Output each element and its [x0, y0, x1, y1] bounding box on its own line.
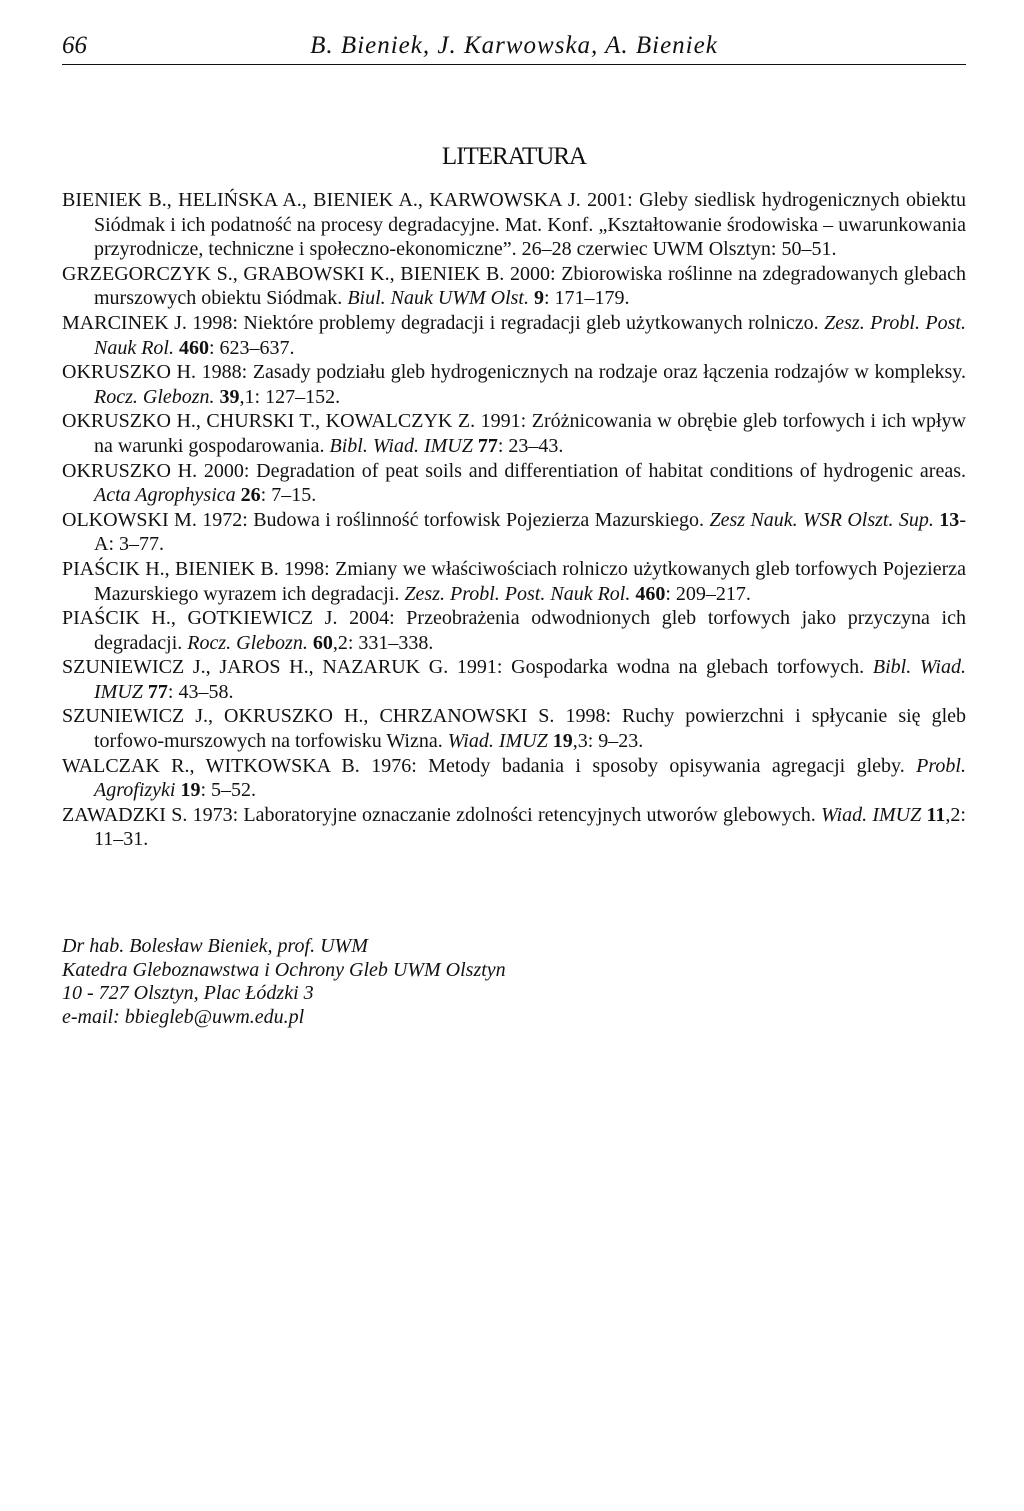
reference-volume: 77 — [142, 680, 168, 703]
reference-journal: Rocz. Glebozn. — [94, 385, 215, 408]
reference-volume: 9 — [528, 287, 544, 310]
reference-pages: : 623–637. — [209, 336, 295, 359]
reference-volume: 60 — [307, 631, 333, 654]
reference-journal: Probl. Agrofizyki — [94, 754, 966, 802]
running-head — [62, 30, 966, 65]
reference-journal: Zesz. Probl. Post. Nauk Rol. — [94, 311, 966, 359]
reference-item — [62, 803, 966, 852]
reference-item — [62, 704, 966, 753]
reference-item — [62, 188, 966, 262]
reference-pages: ,3: 9–23. — [572, 730, 644, 753]
running-head-authors: B. Bieniek, J. Karwowska, A. Bieniek — [310, 32, 718, 59]
reference-text: 2004: Przeobrażenia odwodnionych gleb torfowych jako przyczyna ich degradacji. — [94, 607, 966, 654]
reference-item — [62, 557, 966, 606]
reference-item — [62, 655, 966, 704]
reference-item — [62, 508, 966, 557]
reference-authors: GRZEGORCZYK S., GRABOWSKI K., BIENIEK B. — [62, 262, 505, 285]
reference-text: 1998: Zmiany we właściwościach rolniczo użytkowanych gleb torfowych Pojezierza Mazurskiego wyrazem ich degradacji. — [94, 557, 966, 605]
reference-volume: 26 — [235, 484, 261, 507]
reference-authors: WALCZAK R., WITKOWSKA B. — [62, 754, 360, 777]
reference-text: 1988: Zasady podziału gleb hydrogenicznych na rodzaje oraz łączenia rodzajów w kompleksy. — [195, 361, 966, 384]
reference-authors: ZAWADZKI S. — [62, 803, 188, 826]
reference-authors: BIENIEK B., HELIŃSKA A., BIENIEK A., KARWOWSKA J. — [62, 189, 581, 211]
reference-volume: 19 — [175, 779, 201, 802]
author-name: Dr hab. Bolesław Bieniek, prof. UWM — [62, 935, 368, 958]
reference-volume: 77 — [472, 434, 498, 457]
reference-item — [62, 311, 966, 360]
reference-text: 2000: Degradation of peat soils and differentiation of habitat conditions of hydrogenic areas. — [197, 459, 967, 482]
reference-pages: -A: 3–77. — [94, 508, 966, 556]
reference-journal: Biul. Nauk UWM Olst. — [347, 287, 529, 310]
reference-authors: SZUNIEWICZ J., JAROS H., NAZARUK G. — [62, 656, 449, 679]
reference-pages: : 209–217. — [665, 582, 751, 605]
author-email: e-mail: bbiegleb@uwm.edu.pl — [62, 1005, 305, 1028]
reference-text: 1972: Budowa i roślinność torfowisk Pojezierza Mazurskiego. — [196, 508, 710, 531]
reference-authors: PIAŚCIK H., BIENIEK B. — [62, 557, 279, 580]
reference-pages: : 5–52. — [200, 779, 257, 802]
reference-journal: Bibl. Wiad. IMUZ — [94, 656, 966, 703]
reference-journal: Wiad. IMUZ — [820, 803, 922, 826]
reference-item — [62, 459, 966, 508]
reference-authors: PIAŚCIK H., GOTKIEWICZ J. — [62, 607, 338, 630]
reference-authors: OLKOWSKI M. — [62, 508, 197, 531]
reference-journal: Rocz. Glebozn. — [187, 631, 308, 654]
author-department: Katedra Gleboznawstwa i Ochrony Gleb UWM Olsztyn — [62, 958, 506, 981]
reference-item — [62, 360, 966, 409]
reference-authors: SZUNIEWICZ J., OKRUSZKO H., CHRZANOWSKI S. — [62, 705, 555, 728]
page — [62, 30, 966, 1029]
reference-volume: 11 — [921, 803, 946, 826]
reference-volume: 19 — [547, 730, 573, 753]
author-address: 10 - 727 Olsztyn, Plac Łódzki 3 — [62, 982, 314, 1005]
reference-volume: 460 — [630, 582, 666, 605]
reference-pages: ,2: 11–31. — [94, 803, 966, 851]
reference-journal: Zesz Nauk. WSR Olszt. Sup. — [709, 508, 934, 531]
reference-list — [62, 188, 966, 852]
reference-text: 1973: Laboratoryjne oznaczanie zdolności retencyjnych utworów glebowych. — [187, 803, 821, 826]
reference-text: 2001: Gleby siedlisk hydrogenicznych obiektu Siódmak i ich podatność na procesy degradacyjne. Mat. Konf. „Kształtowanie środowiska – uwarunkowania przyrodnicze, techniczne i społeczno-ekonomiczne”. 26–28 czerwiec UWM Olsztyn: 50–51. — [94, 189, 966, 261]
reference-authors: OKRUSZKO H., CHURSKI T., KOWALCZYK Z. — [62, 410, 476, 433]
reference-item — [62, 409, 966, 458]
reference-text: 1976: Metody badania i sposoby opisywania agregacji gleby. — [359, 754, 917, 777]
reference-authors: MARCINEK J. — [62, 311, 187, 334]
section-title: LITERATURA — [441, 143, 587, 170]
reference-journal: Wiad. IMUZ — [447, 730, 548, 753]
reference-pages: : 43–58. — [167, 680, 234, 703]
reference-volume: 39 — [214, 385, 240, 408]
reference-pages: ,2: 331–338. — [332, 631, 434, 654]
reference-item — [62, 606, 966, 655]
reference-journal: Acta Agrophysica — [94, 484, 236, 507]
reference-pages: : 7–15. — [260, 484, 317, 507]
author-signature — [62, 935, 966, 1029]
reference-journal: Zesz. Probl. Post. Nauk Rol. — [404, 582, 631, 605]
page-number: 66 — [62, 32, 87, 59]
reference-pages: : 171–179. — [543, 287, 630, 310]
reference-pages: : 23–43. — [497, 434, 564, 457]
reference-journal: Bibl. Wiad. IMUZ — [329, 434, 473, 457]
reference-text: 1998: Ruchy powierzchni i spłycanie się gleb torfowo-murszowych na torfowisku Wizna. — [94, 705, 967, 753]
reference-authors: OKRUSZKO H. — [62, 459, 198, 482]
reference-pages: ,1: 127–152. — [239, 385, 341, 408]
reference-text: 1998: Niektóre problemy degradacji i regradacji gleb użytkowanych rolniczo. — [186, 311, 825, 334]
reference-text: 1991: Zróżnicowania w obrębie gleb torfowych i ich wpływ na warunki gospodarowania. — [94, 410, 966, 457]
reference-item — [62, 262, 966, 311]
reference-text: 2000: Zbiorowiska roślinne na zdegradowanych glebach murszowych obiektu Siódmak. — [94, 262, 967, 310]
reference-volume: 460 — [174, 336, 209, 359]
reference-text: 1991: Gospodarka wodna na glebach torfowych. — [448, 656, 873, 679]
reference-volume: 13 — [933, 508, 960, 531]
reference-authors: OKRUSZKO H. — [62, 361, 196, 384]
reference-item — [62, 754, 966, 803]
